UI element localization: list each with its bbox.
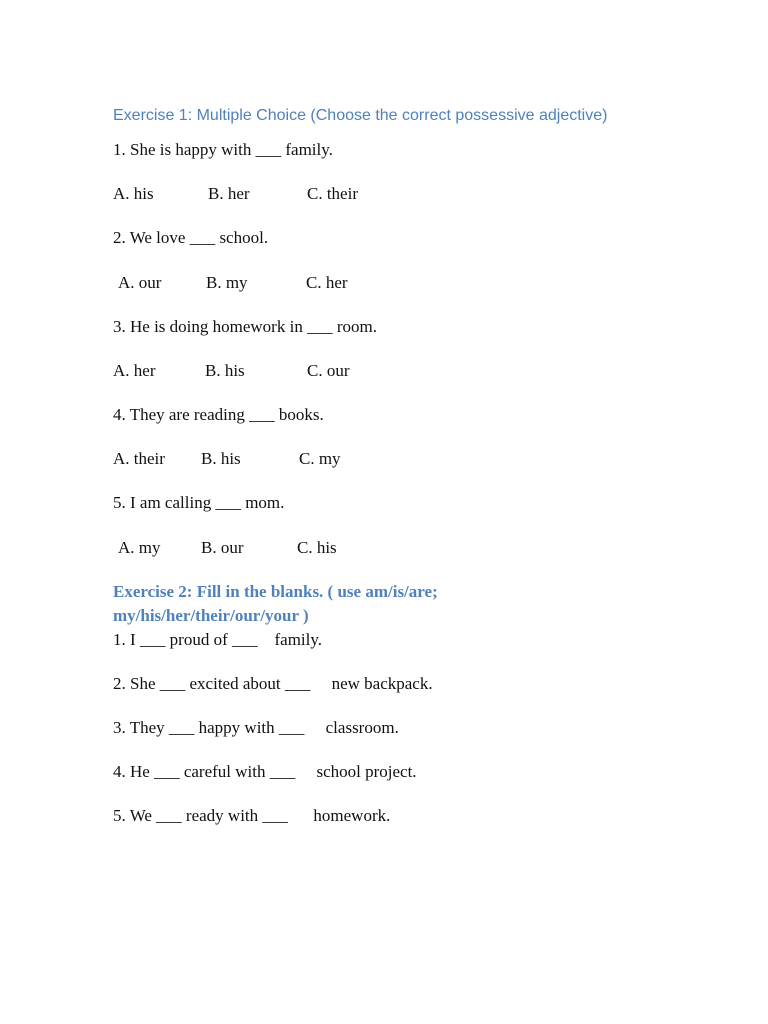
q4-option-c: C. my — [299, 449, 341, 468]
q3-option-c: C. our — [307, 361, 350, 380]
exercise-2-item-1: 1. I ___ proud of ___ family. — [113, 630, 323, 649]
q3-option-a: A. her — [113, 361, 156, 380]
q1-option-b: B. her — [208, 184, 250, 203]
q2-option-b: B. my — [206, 273, 248, 292]
exercise-1-question-1: 1. She is happy with ___ family. — [113, 140, 333, 159]
exercise-1-question-5: 5. I am calling ___ mom. — [113, 493, 285, 512]
exercise-1-question-3: 3. He is doing homework in ___ room. — [113, 317, 377, 336]
exercise-2-item-5: 5. We ___ ready with ___ homework. — [113, 806, 391, 825]
exercise-1-title: Exercise 1: Multiple Choice (Choose the correct possessive adjective) — [113, 107, 608, 124]
q2-option-c: C. her — [306, 273, 348, 292]
q3-option-b: B. his — [205, 361, 245, 380]
q2-option-a: A. our — [118, 273, 162, 292]
q1-option-a: A. his — [113, 184, 154, 203]
q5-option-a: A. my — [118, 538, 161, 557]
q4-option-b: B. his — [201, 449, 241, 468]
q5-option-b: B. our — [201, 538, 244, 557]
q4-option-a: A. their — [113, 449, 165, 468]
exercise-1-question-4: 4. They are reading ___ books. — [113, 405, 324, 424]
exercise-2-item-4: 4. He ___ careful with ___ school project. — [113, 762, 417, 781]
exercise-2-item-3: 3. They ___ happy with ___ classroom. — [113, 718, 399, 737]
q5-option-c: C. his — [297, 538, 337, 557]
q1-option-c: C. their — [307, 184, 358, 203]
exercise-1-question-2: 2. We love ___ school. — [113, 228, 269, 247]
exercise-2-item-2: 2. She ___ excited about ___ new backpack. — [113, 674, 433, 693]
exercise-2-title: Exercise 2: Fill in the blanks. ( use am/is/are; my/his/her/their/our/your ) — [113, 582, 438, 625]
